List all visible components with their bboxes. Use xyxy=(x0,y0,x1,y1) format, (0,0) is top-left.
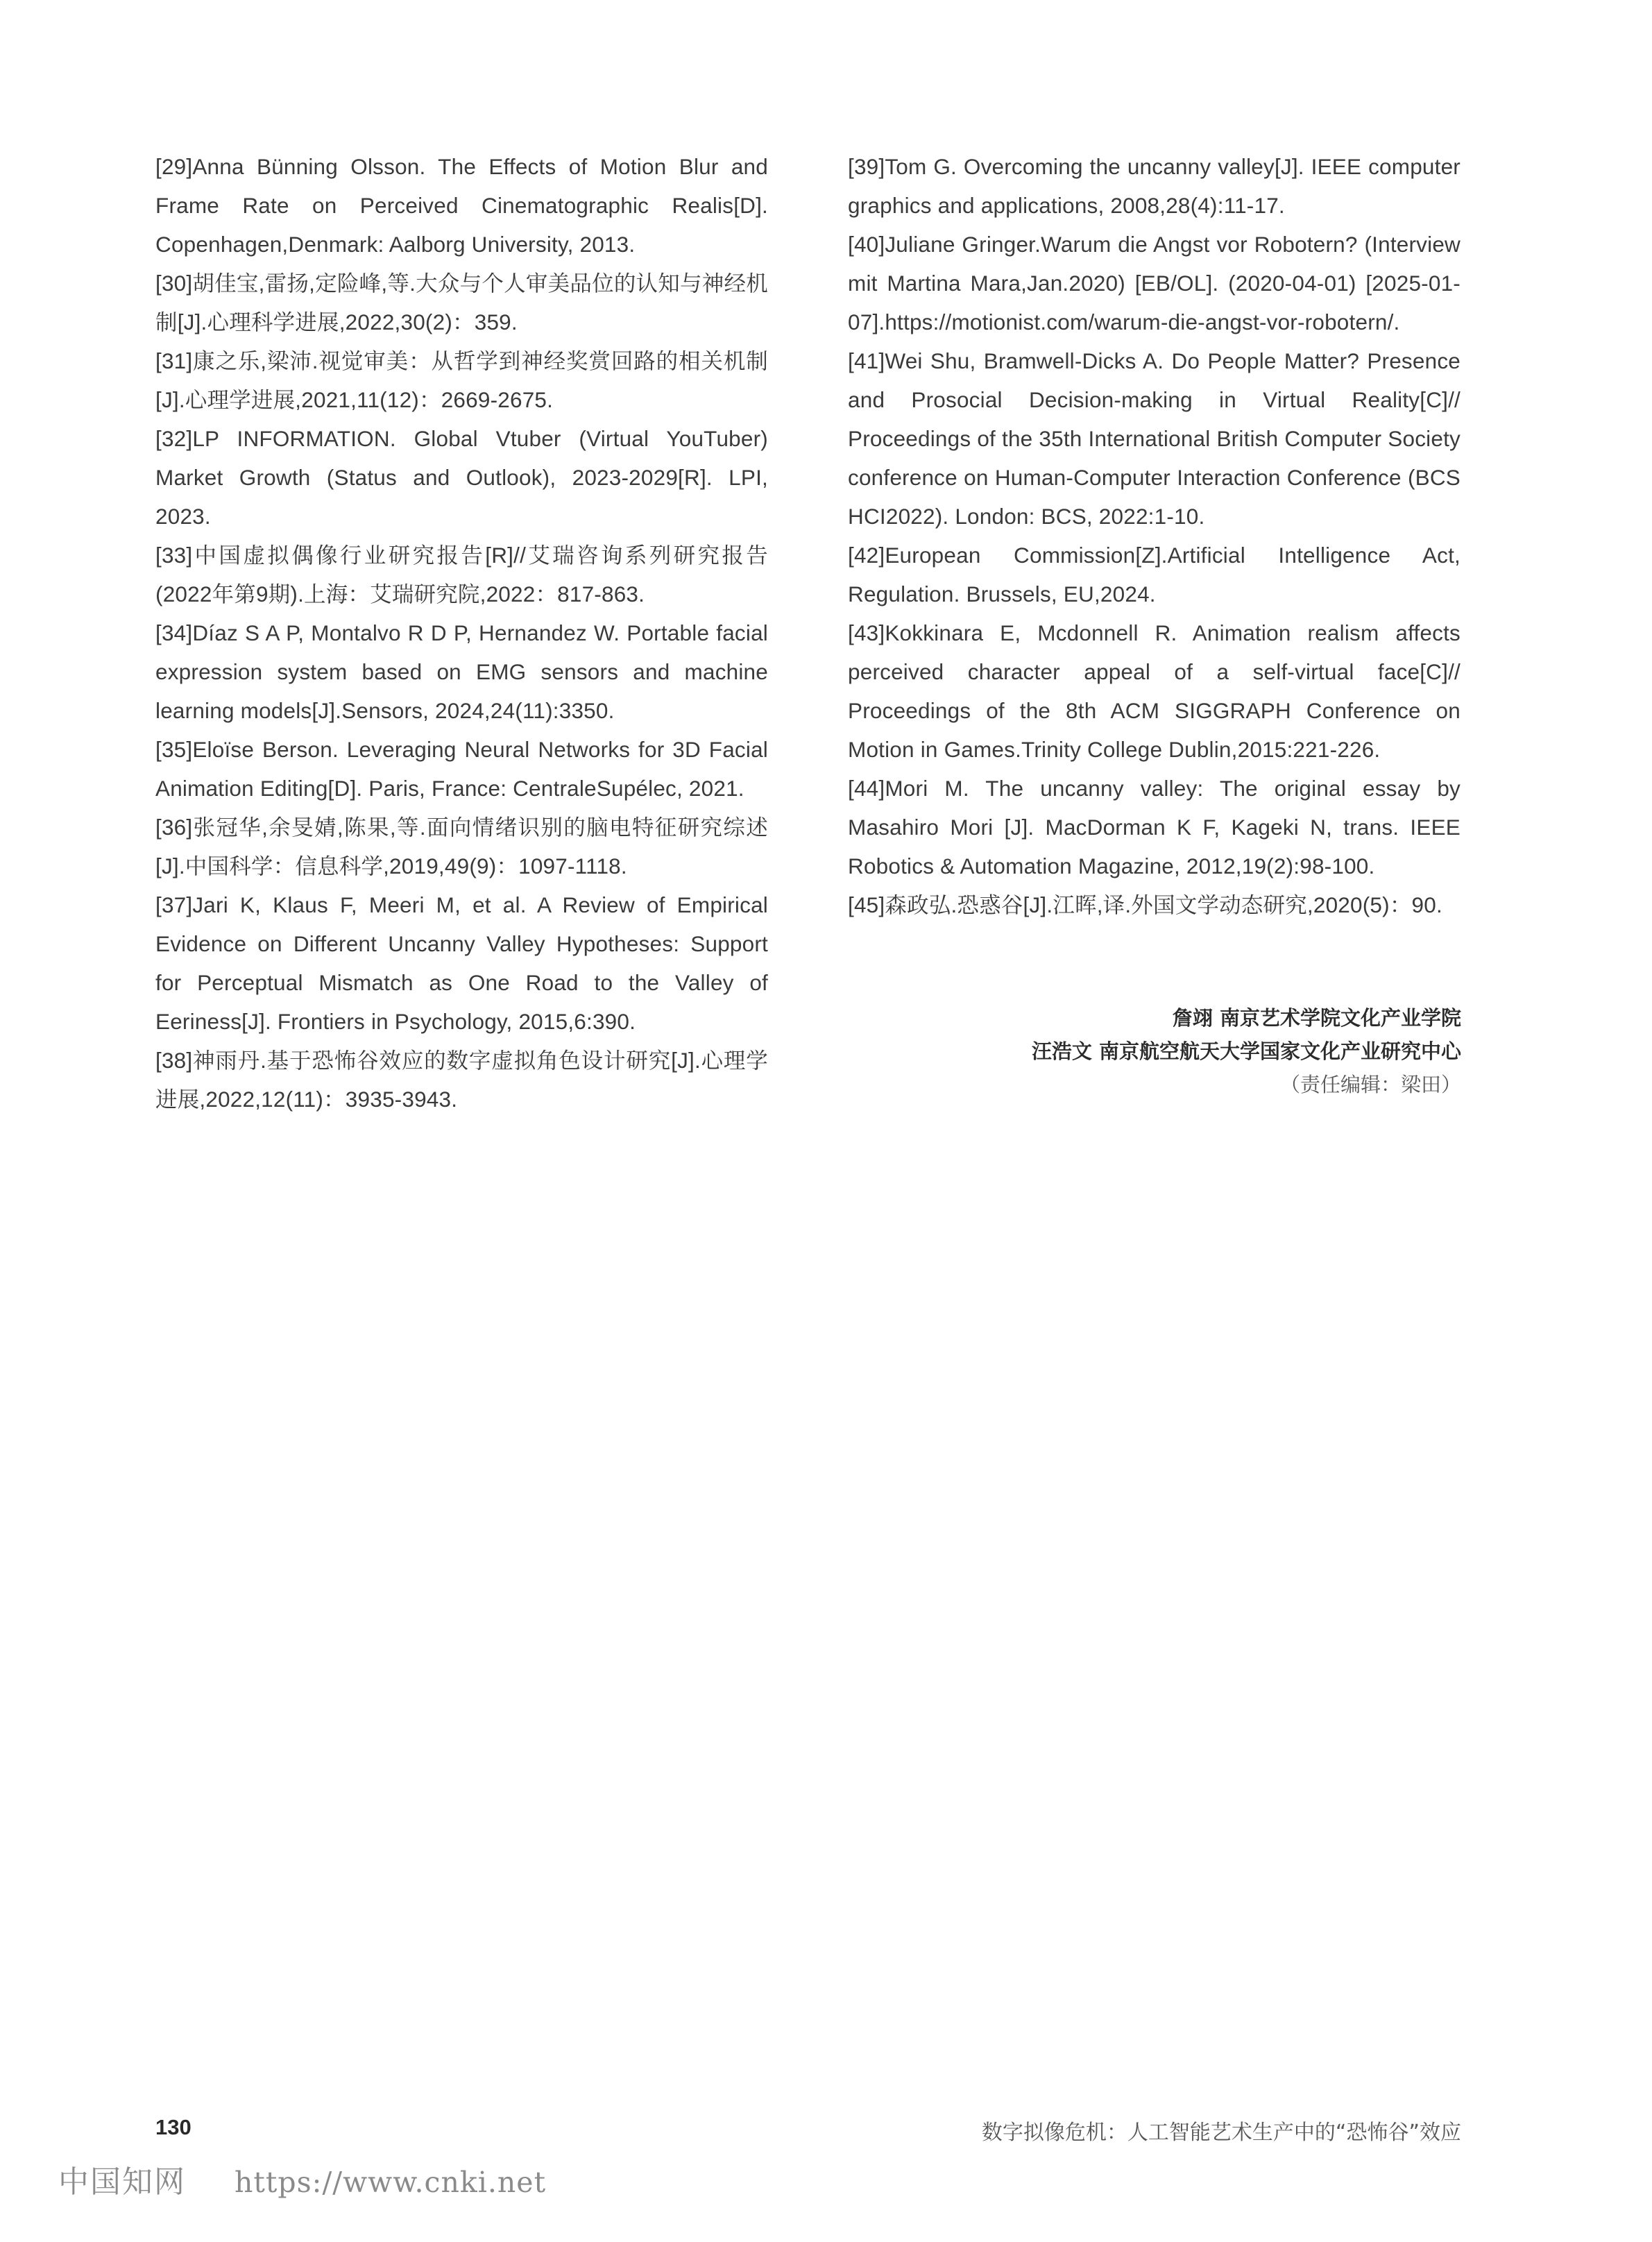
reference-39: [39]Tom G. Overcoming the uncanny valley[J]. IEEE computer graphics and applications, 2008,28(4):11-17. xyxy=(848,154,1461,218)
reference-42: [42]European Commission[Z].Artificial Intelligence Act, Regulation. Brussels, EU,2024. xyxy=(848,543,1461,606)
reference-32: [32]LP INFORMATION. Global Vtuber (Virtual YouTuber) Market Growth (Status and Outlook), 2023-2029[R]. LPI, 2023. xyxy=(155,426,768,529)
author-line-1: 詹翊 南京艺术学院文化产业学院 xyxy=(1172,1006,1461,1030)
reference-41: [41]Wei Shu, Bramwell-Dicks A. Do People Matter? Presence and Prosocial Decision-making in Virtual Reality[C]// Proceedings of the 35th International British Computer Society conference on Human-Computer Interaction Conference (BCS HCI2022). London: BCS, 2022:1-10. xyxy=(848,348,1461,529)
reference-38: [38]神雨丹.基于恐怖谷效应的数字虚拟角色设计研究[J].心理学进展,2022,12(11)：3935-3943. xyxy=(155,1048,768,1112)
references-left-column xyxy=(155,147,768,1119)
running-title: 数字拟像危机：人工智能艺术生产中的“恐怖谷”效应 xyxy=(981,2121,1461,2145)
reference-34: [34]Díaz S A P, Montalvo R D P, Hernandez W. Portable facial expression system based on EMG sensors and machine learning models[J].Sensors, 2024,24(11):3350. xyxy=(155,620,768,723)
reference-35: [35]Eloïse Berson. Leveraging Neural Networks for 3D Facial Animation Editing[D]. Paris, France: CentraleSupélec, 2021. xyxy=(155,737,768,801)
reference-43: [43]Kokkinara E, Mcdonnell R. Animation realism affects perceived character appeal of a self-virtual face[C]// Proceedings of the 8th ACM SIGGRAPH Conference on Motion in Games.Trinity College Dublin,2015:221-226. xyxy=(848,620,1461,762)
reference-31: [31]康之乐,梁沛.视觉审美：从哲学到神经奖赏回路的相关机制[J].心理学进展,2021,11(12)：2669-2675. xyxy=(155,348,768,412)
responsible-editor: （责任编辑：梁田） xyxy=(1279,1073,1461,1096)
author-line-2: 汪浩文 南京航空航天大学国家文化产业研究中心 xyxy=(1031,1039,1461,1063)
reference-30: [30]胡佳宝,雷扬,定险峰,等.大众与个人审美品位的认知与神经机制[J].心理科学进展,2022,30(2)：359. xyxy=(155,271,768,334)
reference-33: [33]中国虚拟偶像行业研究报告[R]//艾瑞咨询系列研究报告(2022年第9期).上海：艾瑞研究院,2022：817-863. xyxy=(155,543,768,606)
page-number: 130 xyxy=(155,2115,191,2139)
reference-45: [45]森政弘.恐惑谷[J].江晖,译.外国文学动态研究,2020(5)：90. xyxy=(848,892,1442,917)
cnki-watermark xyxy=(58,2157,546,2201)
reference-40: [40]Juliane Gringer.Warum die Angst vor Robotern? (Interview mit Martina Mara,Jan.2020) [EB/OL]. (2020-04-01) [2025-01-07].https://motionist.com/warum-die-angst-vor-robotern/. xyxy=(848,232,1461,334)
reference-36: [36]张冠华,余旻婧,陈果,等.面向情绪识别的脑电特征研究综述[J].中国科学：信息科学,2019,49(9)：1097-1118. xyxy=(155,815,768,878)
references-right-column xyxy=(848,147,1461,924)
watermark-name: 中国知网 xyxy=(58,2164,186,2200)
author-block xyxy=(1032,1001,1461,1101)
reference-44: [44]Mori M. The uncanny valley: The original essay by Masahiro Mori [J]. MacDorman K F, Kageki N, trans. IEEE Robotics & Automation Magazine, 2012,19(2):98-100. xyxy=(848,776,1461,878)
reference-29: [29]Anna Bünning Olsson. The Effects of Motion Blur and Frame Rate on Perceived Cinematographic Realis[D]. Copenhagen,Denmark: Aalborg University, 2013. xyxy=(155,154,768,257)
watermark-url[interactable]: https://www.cnki.net xyxy=(235,2166,547,2199)
reference-37: [37]Jari K, Klaus F, Meeri M, et al. A Review of Empirical Evidence on Different Uncanny Valley Hypotheses: Support for Perceptual Mismatch as One Road to the Valley of Eeriness[J]. Frontiers in Psychology, 2015,6:390. xyxy=(155,892,768,1034)
